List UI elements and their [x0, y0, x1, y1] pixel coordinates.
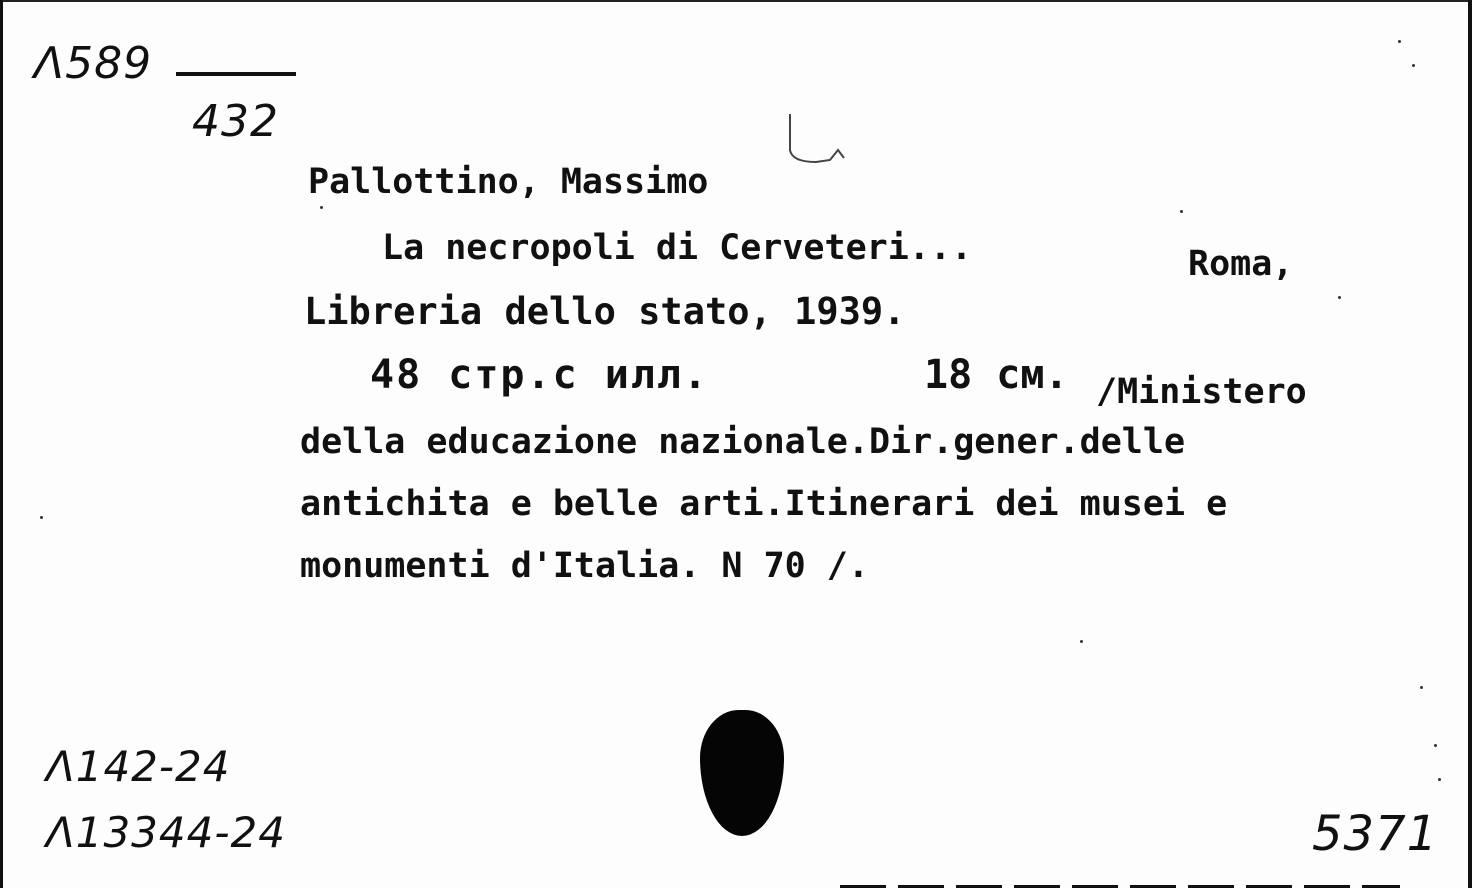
scan-speck	[1398, 40, 1401, 43]
pencil-mark	[786, 112, 846, 164]
series-note-start: /Ministero	[1096, 372, 1307, 412]
card-left-edge	[0, 0, 3, 888]
punch-hole	[700, 710, 784, 836]
shelf-mark: Λ142-24	[46, 742, 231, 791]
author-line: Pallottino, Massimo	[308, 162, 709, 202]
card-number: 5371	[1312, 806, 1439, 862]
physical-size: 18 см.	[924, 352, 1069, 398]
scan-speck	[320, 206, 323, 209]
card-top-edge	[0, 0, 1472, 2]
series-note-line: monumenti d'Italia. N 70 /.	[300, 546, 869, 586]
scan-speck	[1412, 64, 1415, 67]
call-number-divider	[176, 72, 296, 76]
title-line: La necropoli di Cerveteri...	[382, 228, 973, 268]
scan-speck	[1434, 744, 1437, 747]
scan-speck	[1420, 686, 1423, 689]
scan-speck	[1438, 778, 1441, 781]
shelf-mark: Λ13344-24	[46, 808, 286, 857]
publication-place: Roma,	[1188, 244, 1294, 284]
scan-speck	[1080, 640, 1083, 643]
call-number-top: Λ589	[34, 38, 153, 89]
scan-speck	[1180, 210, 1183, 213]
scan-speck	[40, 516, 43, 519]
imprint-line: Libreria dello stato, 1939.	[304, 290, 906, 333]
card-right-edge	[1468, 0, 1472, 888]
call-number-bottom: 432	[192, 96, 279, 147]
series-note-line: antichita e belle arti.Itinerari dei musei e	[300, 484, 1228, 524]
series-note-line: della educazione nazionale.Dir.gener.delle	[300, 422, 1186, 462]
collation: 48 стр.с илл.	[370, 352, 710, 398]
scan-speck	[1338, 296, 1341, 299]
